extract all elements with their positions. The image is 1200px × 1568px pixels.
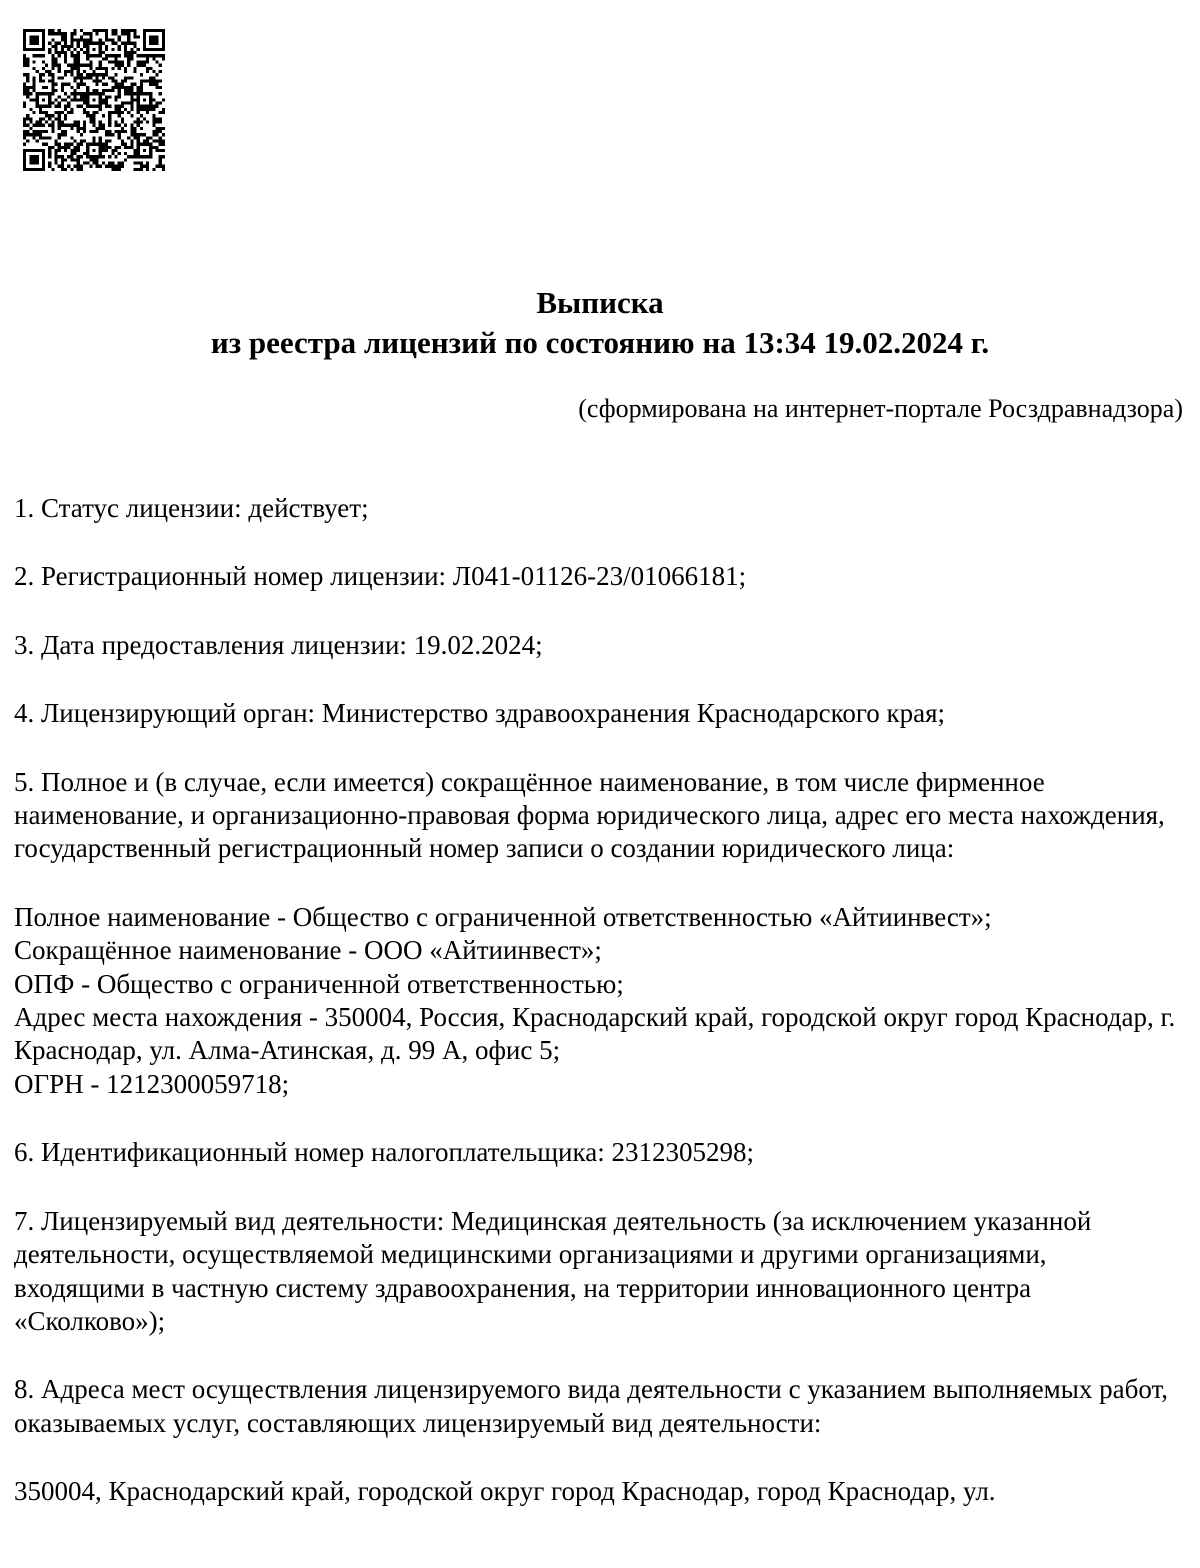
paragraph-line: Полное наименование - Общество с ограниченной ответственностью «Айтиинвест»; [14, 901, 992, 932]
license-registration-number: 2. Регистрационный номер лицензии: Л041-01126-23/01066181; [14, 561, 747, 592]
paragraph-line: ОГРН - 1212300059718; [14, 1068, 290, 1099]
activity-addresses-heading: 8. Адреса мест осуществления лицензируемого вида деятельности с указанием выполняемых работ, оказываемых услуг, составляющих лицензируемый вид деятельности: [14, 1374, 1169, 1438]
taxpayer-id: 6. Идентификационный номер налогоплательщика: 2312305298; [14, 1137, 754, 1168]
activity-address: 350004, Краснодарский край, городской округ город Краснодар, город Краснодар, ул. [14, 1476, 996, 1507]
license-status: 1. Статус лицензии: действует; [14, 493, 369, 523]
licensed-activity-type: 7. Лицензируемый вид деятельности: Медицинская деятельность (за исключением указанной деятельности, осуществляемой медицинскими организациями и другими организациями, входящими в частную систему здравоохранения, на территории инновационного центра «Сколково»); [14, 1205, 1092, 1336]
org-details [14, 901, 1180, 1101]
paragraph-line: Сокращённое наименование - ООО «Айтиинвест»; [14, 935, 602, 966]
document-body [14, 492, 1180, 1509]
licensing-authority: 4. Лицензирующий орган: Министерство здравоохранения Краснодарского края; [14, 698, 946, 729]
document-title-line1: Выписка [536, 285, 664, 320]
document-subtitle: (сформирована на интернет-портале Росздравнадзора) [578, 394, 1183, 423]
license-grant-date: 3. Дата предоставления лицензии: 19.02.2024; [14, 629, 543, 660]
paragraph-line: ОПФ - Общество с ограниченной ответственностью; [14, 968, 624, 999]
org-info-heading: 5. Полное и (в случае, если имеется) сокращённое наименование, в том числе фирменное наименование, и организационно-правовая форма юридического лица, адрес его места нахождения, государственный регистрационный номер записи о создании юридического лица: [14, 766, 1165, 864]
paragraph-line: Адрес места нахождения - 350004, Россия, Краснодарский край, городской округ город Краснодар, г. Краснодар, ул. Алма-Атинская, д. 99 А, офис 5; [14, 1002, 1176, 1066]
qr-code [23, 29, 165, 171]
document-title-line2: из реестра лицензий по состоянию на 13:34 19.02.2024 г. [210, 325, 990, 360]
document-title [0, 283, 1200, 363]
